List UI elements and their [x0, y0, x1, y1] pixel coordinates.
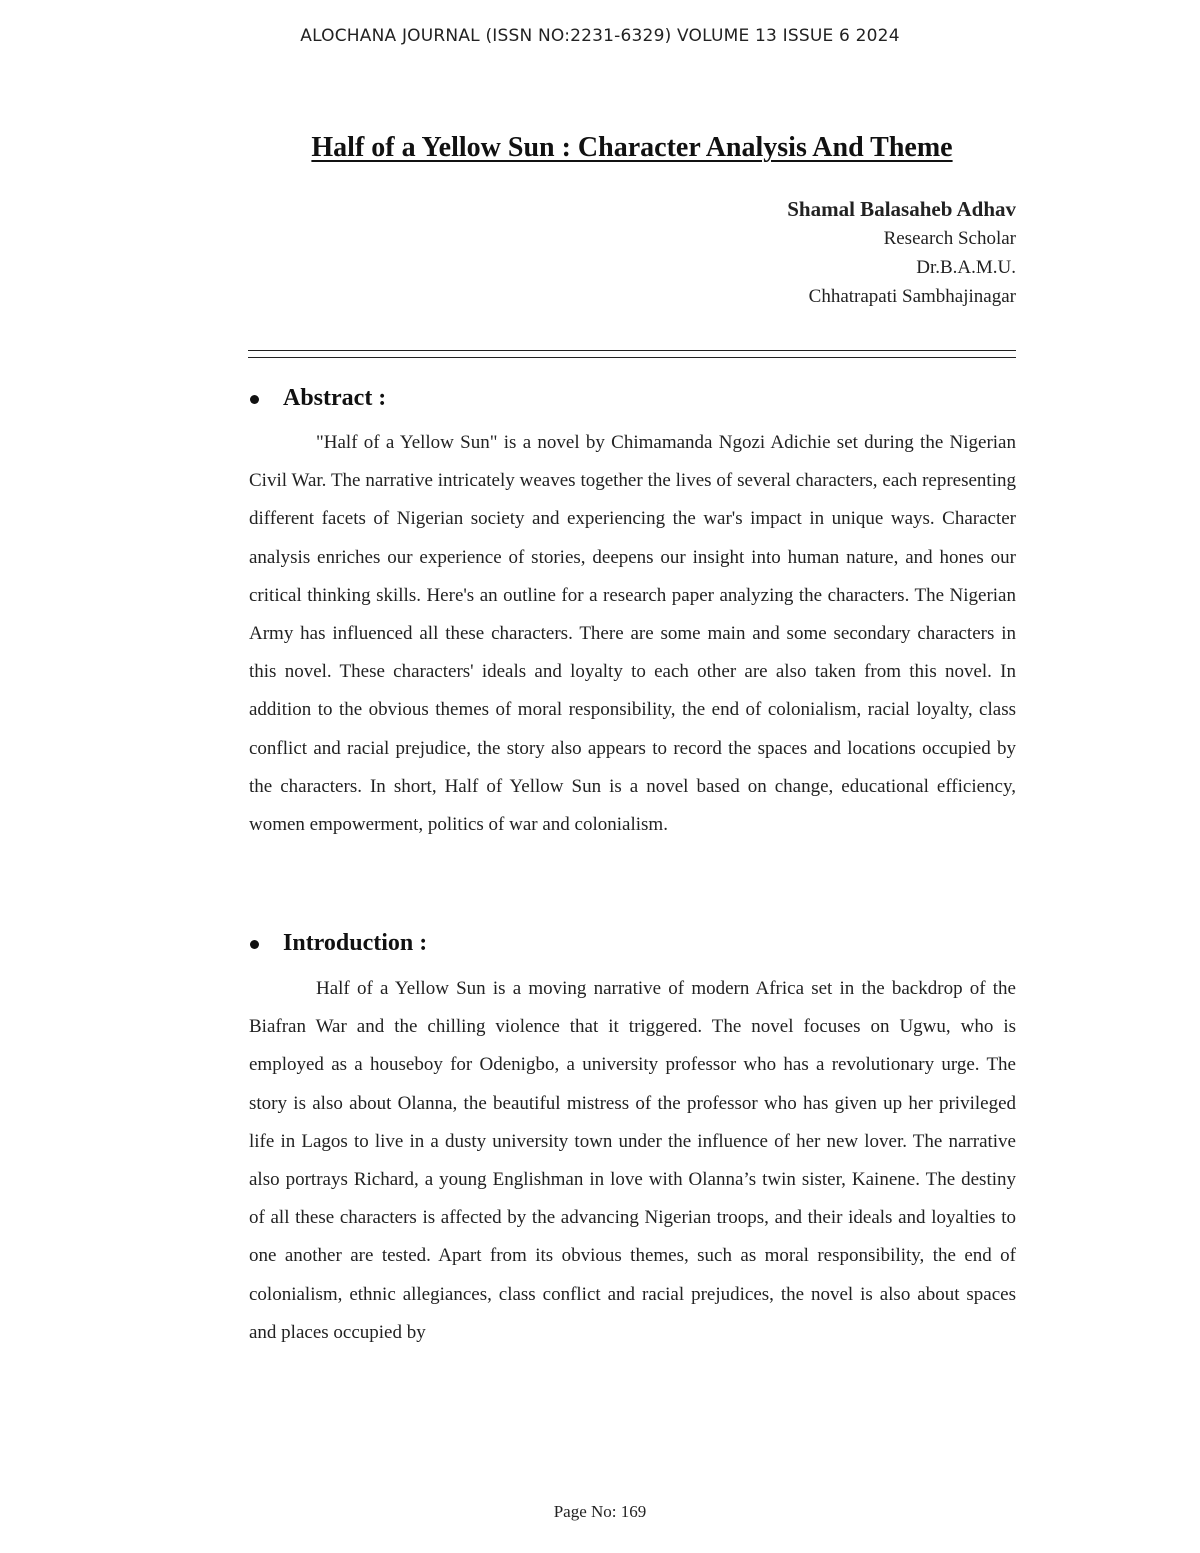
bullet-icon: [250, 940, 259, 949]
introduction-heading-text: Introduction :: [283, 930, 428, 956]
bullet-icon: [250, 395, 259, 404]
introduction-heading: [250, 930, 427, 957]
double-rule-bottom: [248, 357, 1016, 358]
author-role: Research Scholar: [883, 228, 1016, 249]
author-name: Shamal Balasaheb Adhav: [787, 197, 1016, 221]
abstract-paragraph: "Half of a Yellow Sun" is a novel by Chimamanda Ngozi Adichie set during the Nigerian Civil War. The narrative intricately weaves together the lives of several characters, each representing different facets of Nigerian society and experiencing the war's impact in unique ways. Character analysis enriches our experience of stories, deepens our insight into human nature, and hones our critical thinking skills. Here's an outline for a research paper analyzing the characters. The Nigerian Army has influenced all these characters. There are some main and some secondary characters in this novel. These characters' ideals and loyalty to each other are also taken from this novel. In addition to the obvious themes of moral responsibility, the end of colonialism, racial loyalty, class conflict and racial prejudice, the story also appears to record the spaces and locations occupied by the characters. In short, Half of Yellow Sun is a novel based on change, educational efficiency, women empowerment, politics of war and colonialism.: [249, 432, 1016, 836]
abstract-heading-text: Abstract :: [283, 385, 387, 411]
abstract-heading: [250, 385, 386, 412]
author-institution: Dr.B.A.M.U.: [916, 257, 1016, 278]
running-head: ALOCHANA JOURNAL (ISSN NO:2231-6329) VOLUME 13 ISSUE 6 2024: [300, 26, 900, 46]
author-location: Chhatrapati Sambhajinagar: [808, 286, 1016, 307]
abstract-body: [249, 424, 1016, 844]
article-title: Half of a Yellow Sun : Character Analysis And Theme: [311, 132, 953, 163]
double-rule-top: [248, 350, 1016, 351]
author-block: [787, 194, 1016, 311]
page-number: Page No: 169: [553, 1502, 647, 1521]
introduction-paragraph: Half of a Yellow Sun is a moving narrative of modern Africa set in the backdrop of the Biafran War and the chilling violence that it triggered. The novel focuses on Ugwu, who is employed as a houseboy for Odenigbo, a university professor who has a revolutionary urge. The story is also about Olanna, the beautiful mistress of the professor who has given up her privileged life in Lagos to live in a dusty university town under the influence of her new lover. The narrative also portrays Richard, a young Englishman in love with Olanna’s twin sister, Kainene. The destiny of all these characters is affected by the advancing Nigerian troops, and their ideals and loyalties to one another are tested. Apart from its obvious themes, such as moral responsibility, the end of colonialism, ethnic allegiances, class conflict and racial prejudices, the novel is also about spaces and places occupied by: [249, 978, 1016, 1343]
introduction-body: [249, 970, 1016, 1352]
